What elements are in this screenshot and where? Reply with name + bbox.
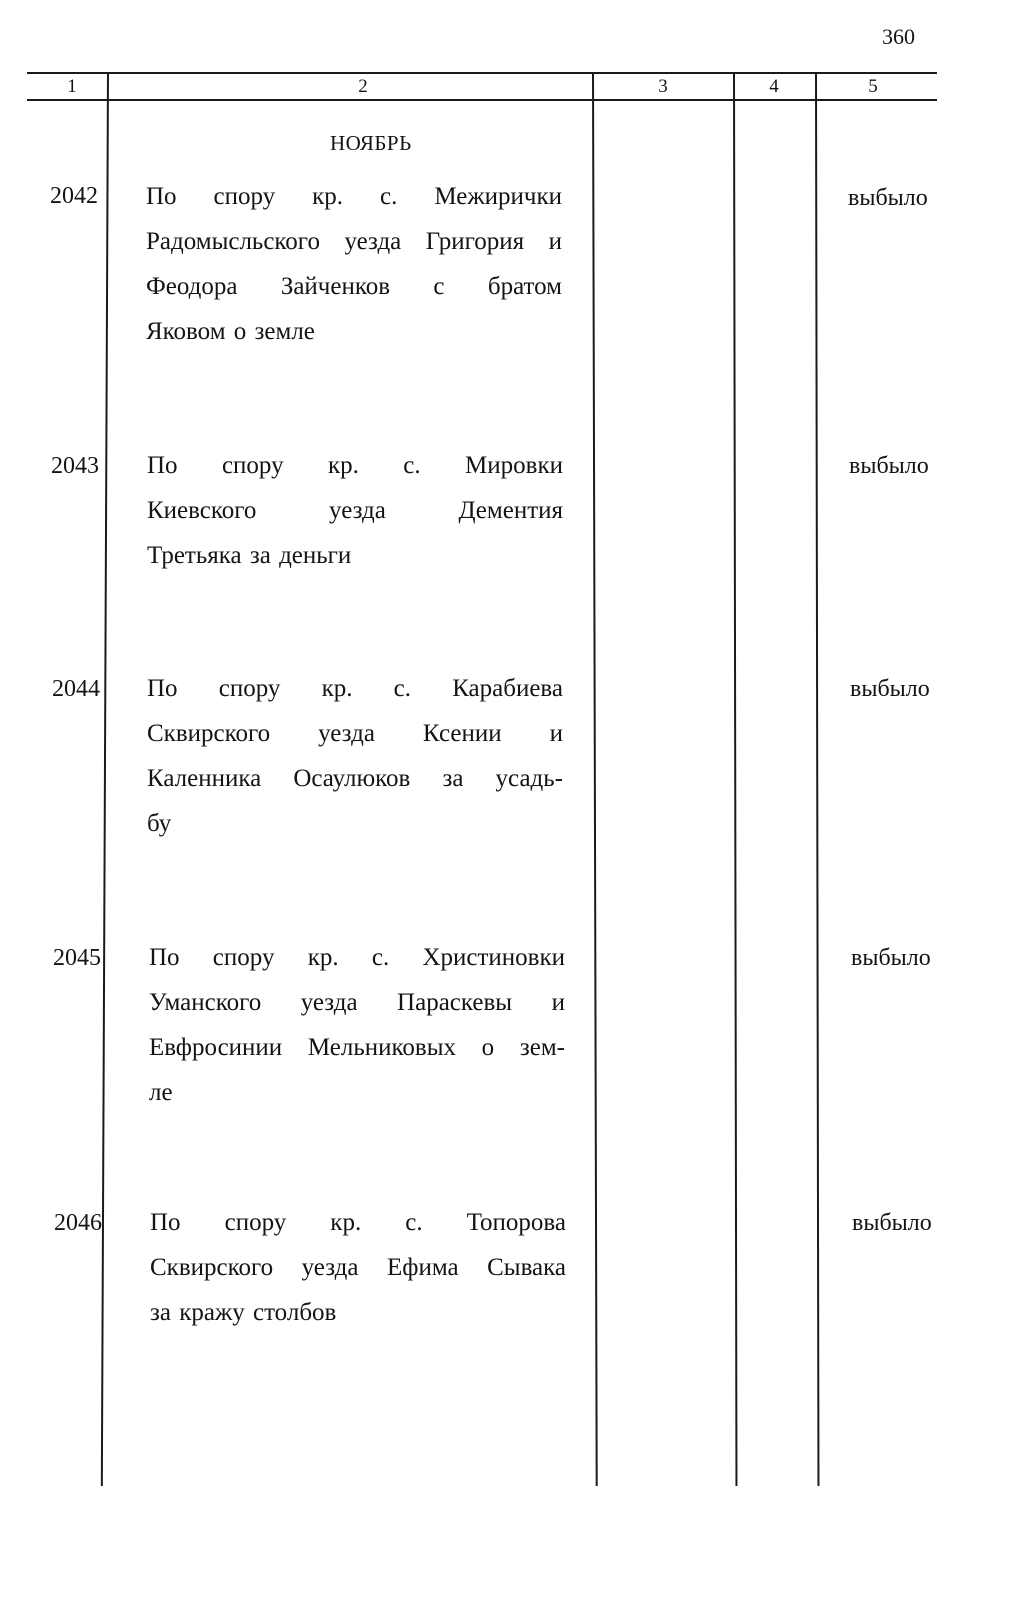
entry-line: за кражу столбов (150, 1299, 337, 1326)
column-header-3: 3 (658, 76, 668, 97)
entry-description (149, 935, 565, 1115)
entry-description (147, 443, 563, 578)
entry-line: Сквирского уезда Ефима Сывака (150, 1254, 566, 1281)
entry-line: По спору кр. с. Межирички (146, 183, 562, 210)
column-divider-4 (815, 72, 819, 1486)
column-header-5: 5 (868, 76, 878, 97)
entry-line: ле (149, 1079, 173, 1106)
entry-status: выбыло (849, 453, 929, 479)
entry-number: 2045 (53, 945, 101, 971)
page-number: 360 (882, 24, 915, 49)
column-header-2: 2 (358, 76, 368, 97)
column-divider-3 (733, 72, 737, 1486)
entry-line: Радомысльского уезда Григория и (146, 228, 562, 255)
entry-line: По спору кр. с. Мировки (147, 452, 563, 479)
column-divider-2 (592, 72, 598, 1486)
entry-line: Третьяка за деньги (147, 542, 352, 569)
entry-line: Каленника Осаулюков за усадь- (147, 765, 563, 792)
entry-status: выбыло (850, 676, 930, 702)
entry-line: Евфросинии Мельниковых о зем- (149, 1034, 565, 1061)
header-bottom-rule (27, 99, 937, 101)
month-heading: НОЯБРЬ (330, 131, 412, 155)
entry-description (146, 174, 562, 354)
entry-line: бу (147, 810, 172, 837)
entry-number: 2046 (54, 1210, 102, 1236)
entry-line: По спору кр. с. Христиновки (149, 944, 565, 971)
entry-line: Феодора Зайченков с братом (146, 273, 562, 300)
entry-number: 2043 (51, 453, 99, 479)
column-divider-1 (101, 72, 109, 1486)
entry-number: 2044 (52, 676, 100, 702)
entry-description (147, 666, 563, 846)
entry-line: Сквирского уезда Ксении и (147, 720, 563, 747)
entry-description (150, 1200, 566, 1335)
entry-line: По спору кр. с. Топорова (150, 1209, 566, 1236)
entry-status: выбыло (851, 945, 931, 971)
entry-line: По спору кр. с. Карабиева (147, 675, 563, 702)
entry-line: Киевского уезда Дементия (147, 497, 563, 524)
header-top-rule (27, 72, 937, 74)
entry-line: Яковом о земле (146, 318, 315, 345)
column-header-4: 4 (769, 76, 779, 97)
entry-status: выбыло (848, 185, 928, 211)
entry-line: Уманского уезда Параскевы и (149, 989, 565, 1016)
entry-number: 2042 (50, 183, 98, 209)
column-header-1: 1 (67, 76, 77, 97)
entry-status: выбыло (852, 1210, 932, 1236)
